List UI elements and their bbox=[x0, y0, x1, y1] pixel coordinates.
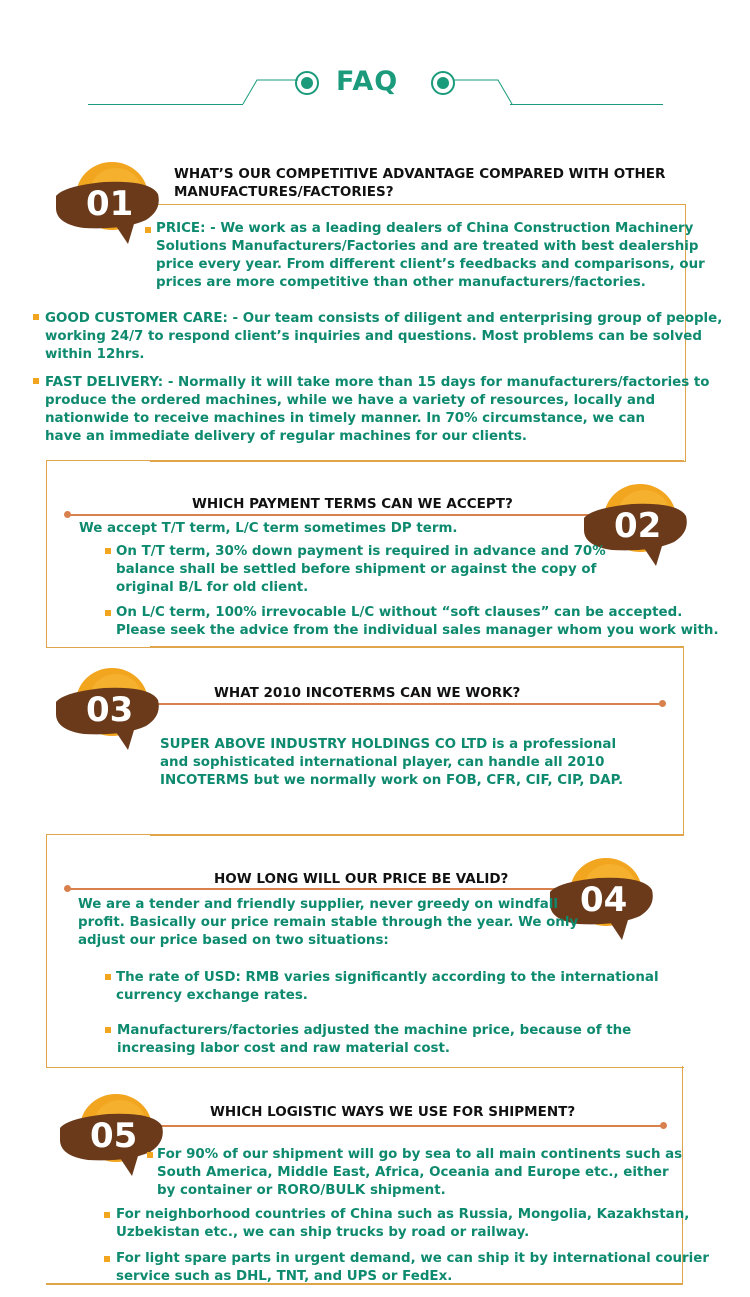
circle-icon-left bbox=[294, 70, 320, 96]
header-line-left bbox=[88, 104, 243, 105]
answer-sea-shipment: For 90% of our shipment will go by sea to all main continents such as South America, Middle East, Africa, Oceania and Europe etc., either by container or RORO/BULK shipment. bbox=[157, 1147, 683, 1198]
bullet-icon bbox=[33, 378, 39, 384]
bullet-icon bbox=[145, 227, 151, 233]
bullet-icon bbox=[105, 610, 111, 616]
answer-machine-price: Manufacturers/factories adjusted the machine price, because of the increasing labor cost and raw material cost. bbox=[117, 1023, 632, 1056]
bullet-icon bbox=[105, 548, 111, 554]
line-end-dot bbox=[660, 1122, 667, 1129]
answer-intro-02: We accept T/T term, L/C term sometimes DP term. bbox=[79, 521, 458, 536]
bullet-icon bbox=[104, 1256, 110, 1262]
question-title-01: WHAT’S OUR COMPETITIVE ADVANTAGE COMPARED WITH OTHER MANUFACTURES/FACTORIES? bbox=[174, 166, 666, 200]
page-title: FAQ bbox=[336, 66, 399, 97]
answer-intro-04: We are a tender and friendly supplier, never greedy on windfall profit. Basically our price remain stable through the year. We only adjust our price based on two situations: bbox=[78, 897, 579, 948]
answer-fast-delivery: FAST DELIVERY: - Normally it will take more than 15 days for manufacturers/factories to produce the ordered machines, while we have a variety of resources, locally and nationwide to receive machines in timely manner. In 70% circumstance, we can have an immediate delivery of regular machines for our clients. bbox=[45, 375, 710, 444]
bullet-icon bbox=[104, 1212, 110, 1218]
header-line-right bbox=[510, 104, 663, 105]
section-02-line bbox=[68, 514, 608, 516]
answer-courier: For light spare parts in urgent demand, we can ship it by international courier service such as DHL, TNT, and UPS or FedEx. bbox=[116, 1251, 709, 1284]
answer-price: PRICE: - We work as a leading dealers of China Construction Machinery Solutions Manufacturers/Factories and are treated with best dealership price every year. From different client’s feedbacks and comparisons, our prices are more competitive than other manufacturers/factories. bbox=[156, 221, 705, 290]
question-title-03: WHAT 2010 INCOTERMS CAN WE WORK? bbox=[214, 685, 521, 701]
bullet-icon bbox=[33, 314, 39, 320]
answer-road-railway: For neighborhood countries of China such as Russia, Mongolia, Kazakhstan, Uzbekistan etc., we can ship trucks by road or railway. bbox=[116, 1207, 690, 1240]
line-end-dot bbox=[659, 700, 666, 707]
section-05-line bbox=[150, 1125, 663, 1127]
bullet-icon bbox=[147, 1152, 153, 1158]
badge-number-02: 02 bbox=[614, 506, 662, 546]
section-03-line bbox=[150, 703, 662, 705]
answer-incoterms: SUPER ABOVE INDUSTRY HOLDINGS CO LTD is a professional and sophisticated international player, can handle all 2010 INCOTERMS but we normally work on FOB, CFR, CIF, CIP, DAP. bbox=[160, 737, 624, 788]
answer-usd-rate: The rate of USD: RMB varies significantly according to the international currency exchange rates. bbox=[116, 970, 659, 1003]
bullet-icon bbox=[105, 1027, 111, 1033]
question-title-04: HOW LONG WILL OUR PRICE BE VALID? bbox=[214, 871, 509, 887]
badge-number-01: 01 bbox=[86, 184, 134, 224]
answer-customer-care: GOOD CUSTOMER CARE: - Our team consists of diligent and enterprising group of people, working 24/7 to respond client’s inquiries and questions. Most problems can be solved within 12hrs. bbox=[45, 311, 723, 362]
question-title-05: WHICH LOGISTIC WAYS WE USE FOR SHIPMENT? bbox=[210, 1104, 576, 1120]
section-04-line bbox=[68, 888, 558, 890]
answer-tt-term: On T/T term, 30% down payment is required in advance and 70% balance shall be settled before shipment or against the copy of original B/L for old client. bbox=[116, 544, 606, 595]
bullet-icon bbox=[105, 974, 111, 980]
badge-number-04: 04 bbox=[580, 880, 628, 920]
header-line-left-slant bbox=[240, 76, 300, 106]
badge-number-03: 03 bbox=[86, 690, 134, 730]
question-title-02: WHICH PAYMENT TERMS CAN WE ACCEPT? bbox=[192, 496, 513, 512]
answer-lc-term: On L/C term, 100% irrevocable L/C without “soft clauses” can be accepted. Please seek the advice from the individual sales manager whom you work with. bbox=[116, 605, 719, 638]
badge-number-05: 05 bbox=[90, 1116, 138, 1156]
header-line-right-slant bbox=[452, 76, 518, 106]
